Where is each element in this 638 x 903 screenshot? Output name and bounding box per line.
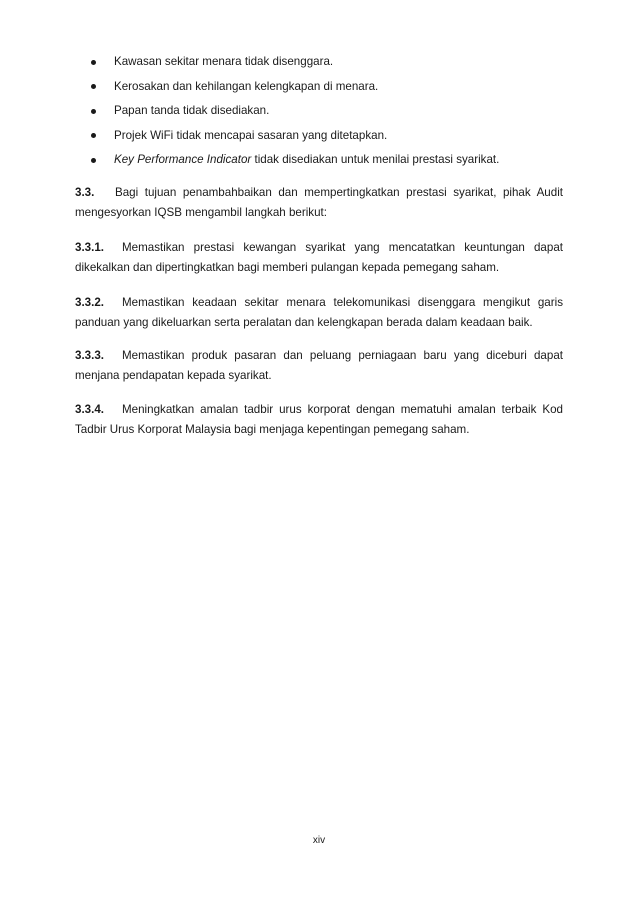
paragraph-3-3-3 [75,346,563,386]
bullet-italic-text: Key Performance Indicator [114,153,252,166]
bullet-icon [91,60,96,65]
list-item [88,129,568,154]
bullet-text: Kerosakan dan kehilangan kelengkapan di menara. [114,79,379,93]
bullet-text: tidak disediakan untuk menilai prestasi syarikat. [251,153,500,166]
bullet-icon [91,109,96,114]
section-number: 3.3.3. [75,349,105,362]
bullet-text: Kawasan sekitar menara tidak disenggara. [114,55,334,68]
bullet-icon [91,84,96,89]
bullet-text: Projek WiFi tidak mencapai sasaran yang ditetapkan. [114,128,388,142]
paragraph-3-3-1 [75,238,563,278]
list-item [88,153,568,178]
section-number: 3.3.4. [75,403,105,416]
paragraph-text: Memastikan keadaan sekitar menara telekomunikasi disenggara mengikut garis panduan yang dikeluarkan serta peralatan dan kelengkapan berada dalam keadaan baik. [75,296,563,329]
section-number: 3.3. [75,186,95,199]
paragraph-text: Memastikan prestasi kewangan syarikat yang mencatatkan keuntungan dapat dikekalkan dan dipertingkatkan bagi memberi pulangan kepada pemegang saham. [75,241,563,274]
list-item [88,80,568,105]
bullet-list [88,55,568,178]
paragraph-3-3-4 [75,400,563,440]
bullet-icon [91,133,96,138]
paragraph-3-3 [75,183,563,223]
paragraph-text: Meningkatkan amalan tadbir urus korporat dengan mematuhi amalan terbaik Kod Tadbir Urus Korporat Malaysia bagi menjaga kepentingan pemegang saham. [75,403,563,436]
paragraph-text: Bagi tujuan penambahbaikan dan mempertingkatkan prestasi syarikat, pihak Audit mengesyorkan IQSB mengambil langkah berikut: [75,186,563,219]
section-number: 3.3.1. [75,241,105,254]
list-item [88,104,568,129]
list-item [88,55,568,80]
bullet-icon [91,158,96,163]
page-number: xiv [312,835,326,846]
bullet-text: Papan tanda tidak disediakan. [114,104,270,117]
section-number: 3.3.2. [75,296,105,309]
paragraph-3-3-2 [75,293,563,333]
paragraph-text: Memastikan produk pasaran dan peluang perniagaan baru yang diceburi dapat menjana pendapatan kepada syarikat. [75,349,563,382]
